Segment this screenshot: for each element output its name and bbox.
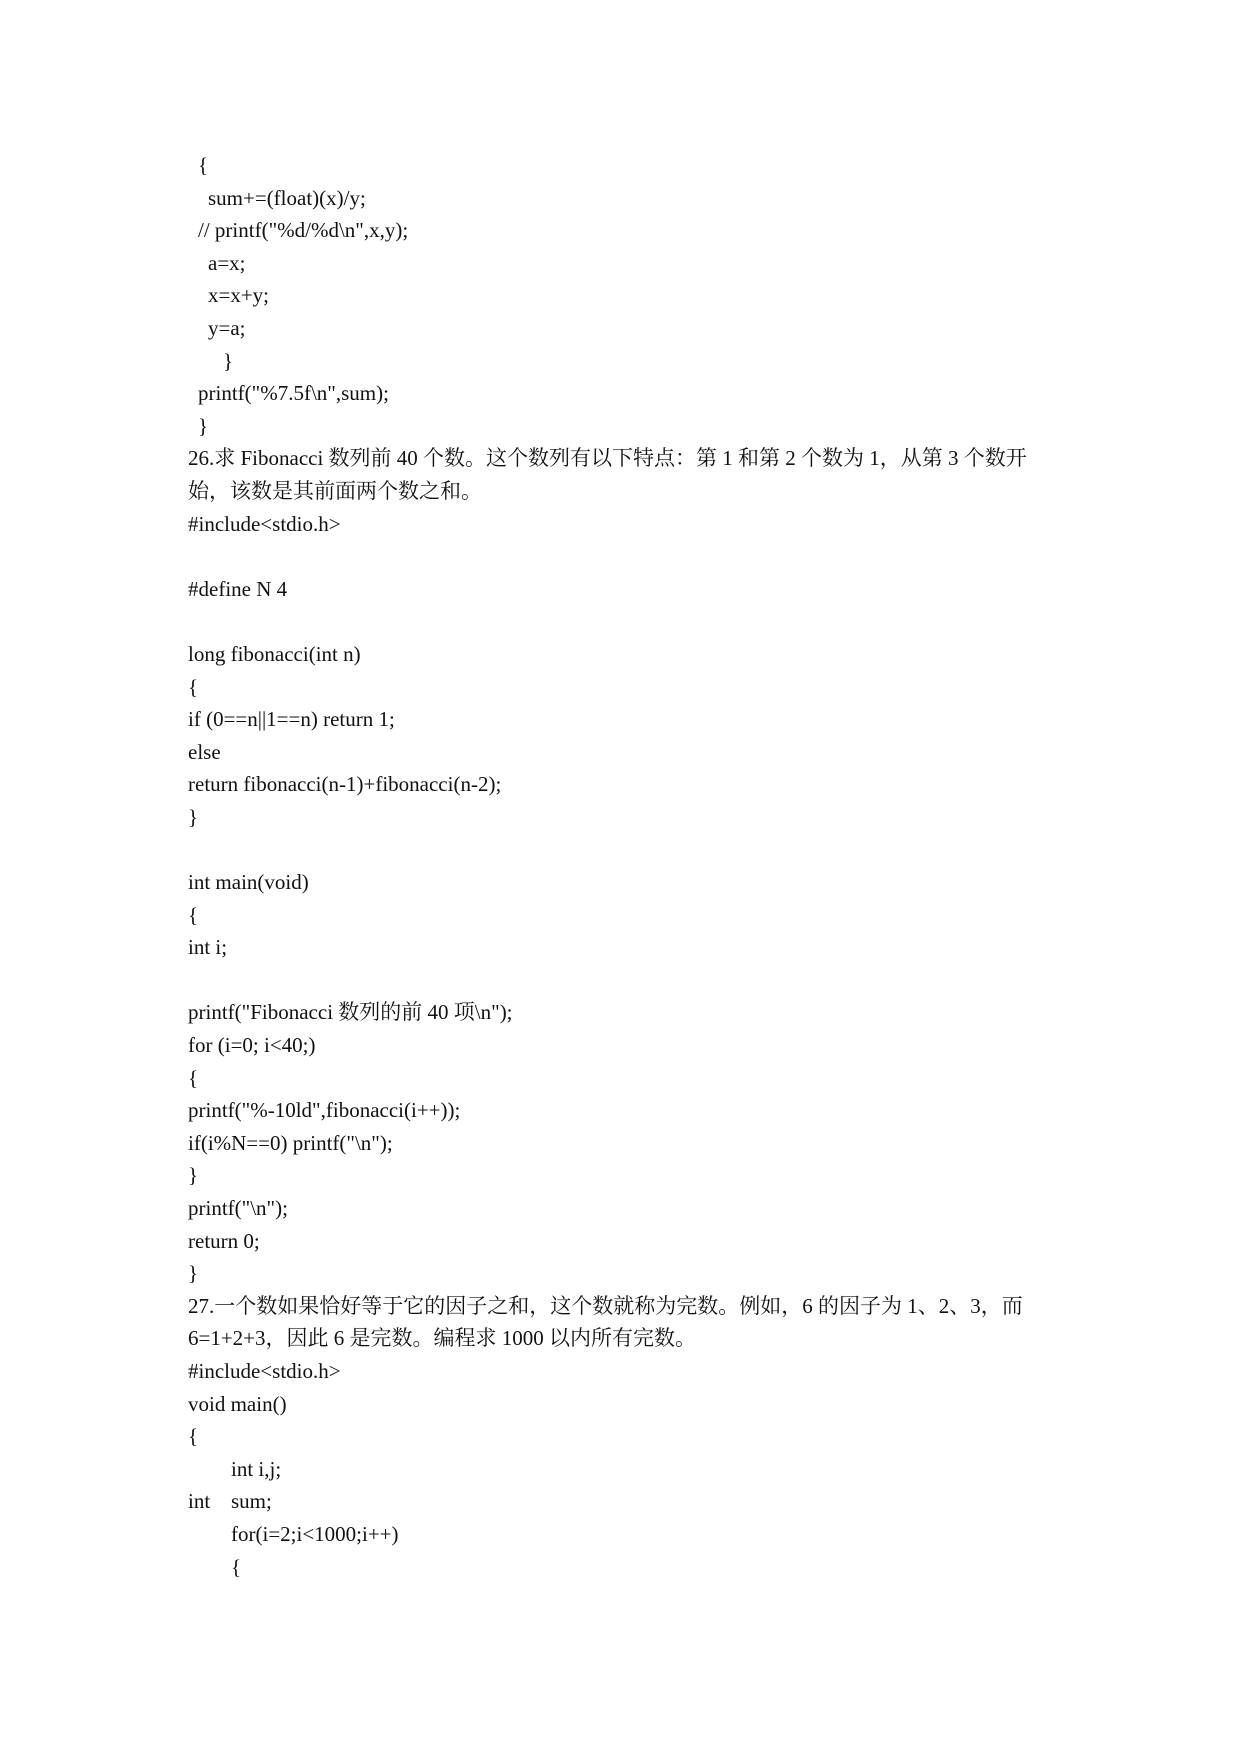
code-line: for(i=2;i<1000;i++) — [231, 1521, 399, 1546]
code-line: #define N 4 — [188, 576, 288, 601]
code-line: printf("%7.5f\n",sum); — [198, 381, 389, 406]
problem-26-text-cont: 始，该数是其前面两个数之和。 — [188, 478, 482, 503]
code-line: return 0; — [188, 1228, 260, 1253]
code-line: } — [223, 348, 234, 373]
code-line: int main(void) — [188, 870, 309, 895]
blank-line — [188, 540, 1068, 573]
code-line: int i,j; — [231, 1456, 282, 1481]
code-line: #include<stdio.h> — [188, 511, 341, 536]
code-line: void main() — [188, 1391, 287, 1416]
code-line: long fibonacci(int n) — [188, 641, 361, 666]
blank-line — [188, 833, 1068, 866]
code-line: { — [188, 674, 199, 699]
code-line: } — [188, 804, 199, 829]
code-line: a=x; — [208, 250, 246, 275]
code-line: if (0==n||1==n) return 1; — [188, 707, 395, 732]
code-line: printf("\n"); — [188, 1196, 288, 1220]
code-line: return fibonacci(n-1)+fibonacci(n-2); — [188, 772, 502, 797]
code-line: } — [188, 1163, 199, 1188]
code-line: printf("%-10ld",fibonacci(i++)); — [188, 1098, 461, 1123]
problem-26-text: 26.求 Fibonacci 数列前 40 个数。这个数列有以下特点：第 1 和第 2 个数为 1，从第 3 个数开 — [188, 446, 1027, 471]
code-line: { — [188, 902, 199, 927]
code-line: for (i=0; i<40;) — [188, 1033, 316, 1058]
problem-27-text-cont: 6=1+2+3，因此 6 是完数。编程求 1000 以内所有完数。 — [188, 1326, 697, 1351]
document-page — [188, 149, 1068, 1583]
code-line: sum+=(float)(x)/y; — [208, 185, 366, 210]
code-line: { — [198, 153, 209, 177]
code-line: { — [188, 1424, 199, 1449]
code-line — [188, 1485, 1068, 1518]
code-line: else — [188, 739, 221, 764]
code-line: { — [231, 1554, 242, 1579]
code-line: y=a; — [208, 315, 246, 340]
code-line: #include<stdio.h> — [188, 1358, 341, 1383]
code-line: printf("Fibonacci 数列的前 40 项\n"); — [188, 1000, 513, 1025]
code-line: if(i%N==0) printf("\n"); — [188, 1130, 393, 1155]
code-line: { — [188, 1065, 199, 1090]
code-line: } — [188, 1261, 199, 1286]
code-token: int — [188, 1489, 211, 1514]
code-line: int i; — [188, 935, 228, 960]
code-line: } — [198, 413, 209, 438]
code-line: x=x+y; — [208, 283, 270, 308]
blank-line — [188, 964, 1068, 997]
problem-27-text: 27.一个数如果恰好等于它的因子之和，这个数就称为完数。例如，6 的因子为 1、2、3，而 — [188, 1293, 1023, 1318]
code-token: sum; — [231, 1489, 272, 1514]
blank-line — [188, 605, 1068, 638]
code-comment-line: // printf("%d/%d\n",x,y); — [198, 218, 409, 243]
